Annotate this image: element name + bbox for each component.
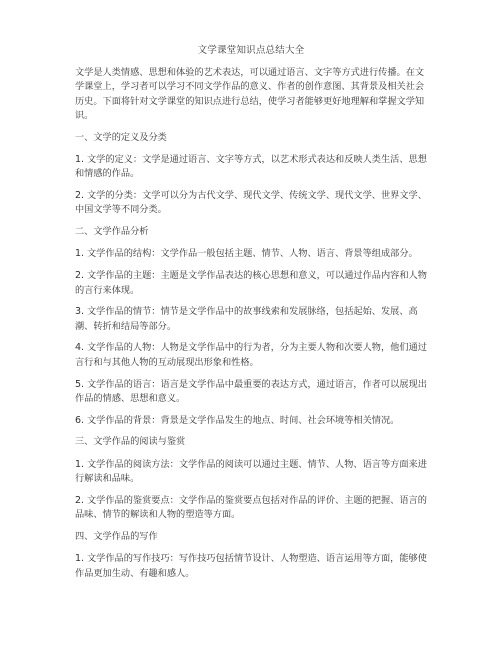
list-item — [75, 269, 431, 298]
item-text: 文学作品的人物：人物是文学作品中的行为者，分为主要人物和次要人物，他们通过言行和与其他人物的互动展现出形象和性格。 — [75, 342, 427, 368]
list-item — [75, 305, 431, 334]
section-definition — [75, 131, 431, 218]
item-number: 1. — [75, 553, 85, 565]
item-number: 1. — [75, 458, 85, 470]
item-text: 文学作品的背景：背景是文学作品发生的地点、时间、社会环境等相关情况。 — [87, 414, 400, 426]
list-item — [75, 414, 431, 428]
item-number: 6. — [75, 414, 85, 426]
list-item — [75, 341, 431, 370]
item-number: 2. — [75, 494, 85, 506]
section-heading: 一、文学的定义及分类 — [75, 131, 167, 143]
list-item — [75, 378, 431, 407]
item-number: 2. — [75, 190, 85, 202]
section-analysis — [75, 225, 431, 428]
list-item — [75, 458, 431, 487]
item-number: 1. — [75, 248, 85, 260]
item-number: 3. — [75, 306, 85, 318]
list-item — [75, 189, 431, 218]
list-item — [75, 153, 431, 182]
item-text: 文学作品的写作技巧：写作技巧包括情节设计、人物塑造、语言运用等方面，能够使作品更加生动、有趣和感人。 — [75, 553, 427, 579]
section-writing — [75, 530, 431, 581]
item-text: 文学作品的情节：情节是文学作品中的故事线索和发展脉络，包括起始、发展、高潮、转折和结局等部分。 — [75, 306, 418, 332]
section-heading: 三、文学作品的阅读与鉴赏 — [75, 436, 186, 448]
item-number: 5. — [75, 378, 85, 390]
item-text: 文学作品的语言：语言是文学作品中最重要的表达方式，通过语言，作者可以展现出作品的情感、思想和意义。 — [75, 378, 427, 404]
document-body — [75, 66, 431, 588]
list-item — [75, 552, 431, 581]
item-text: 文学的定义：文学是通过语言、文字等方式，以艺术形式表达和反映人类生活、思想和情感的作品。 — [75, 153, 427, 180]
section-reading — [75, 435, 431, 522]
document-title: 文学课堂知识点总结大全 — [197, 45, 305, 56]
item-number: 1. — [75, 153, 85, 165]
item-text: 文学作品的阅读方法：文学作品的阅读可以通过主题、情节、人物、语言等方面来进行解读和品味。 — [75, 458, 427, 485]
item-text: 文学作品的鉴赏要点：文学作品的鉴赏要点包括对作品的评价、主题的把握、语言的品味、情节的解读和人物的塑造等方面。 — [75, 494, 427, 521]
list-item — [75, 247, 431, 261]
item-number: 2. — [75, 270, 85, 282]
item-text: 文学的分类：文学可以分为古代文学、现代文学、传统文学、现代文学、世界文学、中国文学等不同分类。 — [75, 190, 427, 216]
section-heading: 二、文学作品分析 — [75, 226, 149, 238]
intro-paragraph: 文学是人类情感、思想和体验的艺术表达，可以通过语言、文字等方式进行传播。在文学课堂上，学习者可以学习不同文学作品的意义、作者的创作意图、其背景及相关社会历史。下面将针对文学课堂的知识点进行总结，使学习者能够更好地理解和掌握文学知识。 — [75, 67, 425, 121]
list-item — [75, 494, 431, 523]
item-text: 文学作品的主题：主题是文学作品表达的核心思想和意义，可以通过作品内容和人物的言行来体现。 — [75, 270, 427, 296]
item-text: 文学作品的结构：文学作品一般包括主题、情节、人物、语言、背景等组成部分。 — [87, 248, 418, 260]
item-number: 4. — [75, 342, 85, 354]
section-heading: 四、文学作品的写作 — [75, 530, 158, 542]
